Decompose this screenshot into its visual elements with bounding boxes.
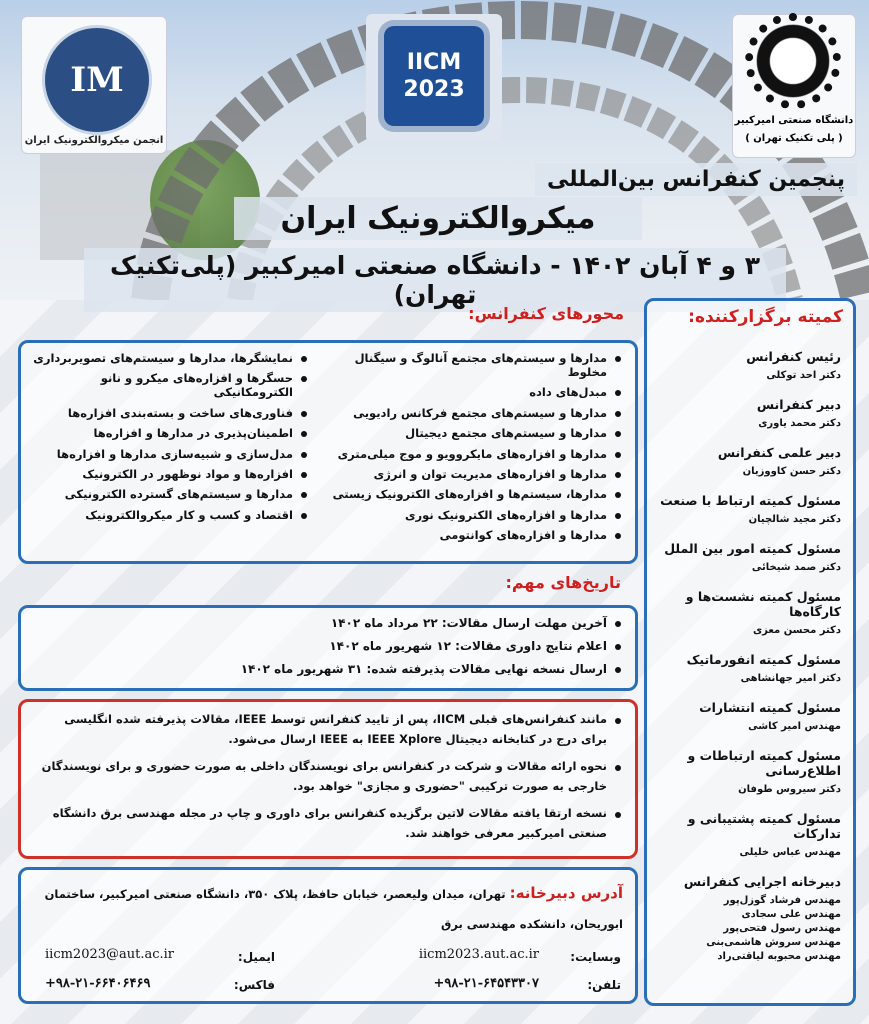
phone-number: +۹۸-۲۱-۶۴۵۴۳۳۰۷ [433, 976, 539, 991]
member-role: دبیر علمی کنفرانس [717, 445, 841, 460]
topic-item: فناوری‌های ساخت و بسته‌بندی افزاره‌ها [29, 406, 309, 420]
member-role: رئیس کنفرانس [746, 349, 841, 364]
iam-logo [21, 16, 167, 154]
chip-icon [384, 26, 484, 126]
website-link[interactable]: iicm2023.aut.ac.ir [418, 947, 539, 962]
conference-date-venue: ۳ و ۴ آبان ۱۴۰۲ - دانشگاه صنعتی امیرکبیر (پلی‌تکنیک تهران) [84, 248, 786, 312]
committee-panel [644, 298, 856, 1006]
committee-member [653, 397, 841, 429]
topic-item: حسگرها و افزاره‌های میکرو و نانو الکترومکانیکی [29, 371, 309, 399]
committee-member [653, 541, 841, 573]
member-role: مسئول کمیته انتشارات [699, 700, 841, 715]
secretariat-member: مهندس محبوبه لیاقتی‌راد [717, 951, 841, 962]
topic-item: مدل‌سازی و شبیه‌سازی مدارها و افزاره‌ها [29, 447, 309, 461]
secretariat-group [653, 874, 841, 962]
conference-name: میکروالکترونیک ایران [234, 197, 642, 240]
committee-list [653, 349, 841, 978]
member-name: دکتر محمد یاوری [758, 418, 841, 429]
member-role: دبیر کنفرانس [756, 397, 841, 412]
member-role: مسئول کمیته انفورماتیک [686, 652, 841, 667]
notes-list [35, 710, 623, 851]
topics-column-1 [323, 351, 623, 549]
topics-panel [18, 340, 638, 564]
note-item: نحوه ارائه مقالات و شرکت در کنفرانس برای نویسندگان داخلی به صورت حضوری و برای نویسندگان خارجی به صورت ترکیبی "حضوری و مجازی" خواهد بود. [35, 757, 623, 796]
member-role: مسئول کمیته ارتباطات و اطلاع‌رسانی [687, 748, 841, 778]
topic-item: مدارها و افزاره‌های الکترونیک نوری [323, 508, 623, 522]
date-item: آخرین مهلت ارسال مقالات: ۲۲ مرداد ماه ۱۴۰۲ [241, 616, 623, 630]
topic-item: نمایشگرها، مدارها و سیستم‌های تصویربرداری [29, 351, 309, 365]
topic-item: مدارها و افزاره‌های کوانتومی [323, 528, 623, 542]
member-name: دکتر امیر جهانشاهی [740, 673, 841, 684]
secretariat-member: مهندس فرشاد گوزل‌پور [723, 895, 841, 906]
email-label: ایمیل: [237, 950, 275, 964]
committee-heading: کمیته برگزارکننده: [688, 307, 843, 327]
iam-caption: انجمن میکروالکترونیک ایران [24, 135, 164, 146]
aut-name: دانشگاه صنعتی امیرکبیر [734, 115, 854, 126]
date-item: اعلام نتایج داوری مقالات: ۱۲ شهریور ماه ۱۴۰۲ [241, 639, 623, 653]
dates-list [241, 616, 623, 685]
address-label: آدرس دبیرخانه: [509, 884, 623, 902]
topic-item: مدارها و سیستم‌های مجتمع آنالوگ و سیگنال مخلوط [323, 351, 623, 379]
committee-member [653, 811, 841, 858]
notes-panel [18, 699, 638, 859]
aut-subname: ( پلی تکنیک تهران ) [745, 133, 843, 144]
topic-item: مدارها و افزاره‌های مدیریت توان و انرژی [323, 467, 623, 481]
member-name: دکتر حسن کاووزیان [742, 466, 841, 477]
member-role: مسئول کمیته نشست‌ها و کارگاه‌ها [685, 589, 841, 619]
topic-item: افزاره‌ها و مواد نوظهور در الکترونیک [29, 467, 309, 481]
iicm-title: IICM [406, 49, 462, 75]
topic-item: مدارها و سیستم‌های مجتمع فرکانس رادیویی [323, 406, 623, 420]
member-name: مهندس امیر کاشی [748, 721, 841, 732]
topic-item: اطمینان‌پذیری در مدارها و افزاره‌ها [29, 426, 309, 440]
member-role: مسئول کمیته ارتباط با صنعت [660, 493, 841, 508]
committee-member [653, 652, 841, 684]
member-name: دکتر سیروس طوفان [738, 784, 841, 795]
iam-emblem [42, 25, 152, 135]
website-label: وبسایت: [570, 950, 621, 964]
conference-ordinal-title: پنجمین کنفرانس بین‌المللی [535, 163, 857, 196]
email-link[interactable]: iicm2023@aut.ac.ir [45, 947, 175, 962]
secretariat-member: مهندس رسول فتحی‌پور [723, 923, 841, 934]
fax-label: فاکس: [233, 978, 275, 992]
member-name: دکتر محسن معزی [752, 625, 841, 636]
topic-item: مدارها و سیستم‌های مجتمع دیجیتال [323, 426, 623, 440]
committee-member [653, 445, 841, 477]
aut-logo [732, 14, 856, 158]
member-name: دکتر مجید شالچیان [748, 514, 841, 525]
member-role: مسئول کمیته پشتیبانی و تدارکات [687, 811, 841, 841]
dates-heading: تاریخ‌های مهم: [505, 573, 621, 592]
iicm-logo [366, 14, 502, 142]
topic-item: مدارها و افزاره‌های مایکروویو و موج میلی‌متری [323, 447, 623, 461]
iam-monogram: IM [70, 60, 124, 100]
committee-member [653, 700, 841, 732]
address-block [33, 876, 623, 937]
member-name: دکتر صمد شیخائی [751, 562, 841, 573]
date-item: ارسال نسخه نهایی مقالات پذیرفته شده: ۳۱ شهریور ماه ۱۴۰۲ [241, 662, 623, 676]
note-item: مانند کنفرانس‌های قبلی IICM، پس از تایید کنفرانس توسط IEEE، مقالات پذیرفته شده انگلیسی برای درج در کتابخانه دیجیتال IEEE Xplore به IEEE ارسال می‌شود. [35, 710, 623, 749]
iicm-year: 2023 [403, 77, 465, 102]
topic-item: مبدل‌های داده [323, 385, 623, 399]
topic-item: مدارها، سیستم‌ها و افزاره‌های الکترونیک زیستی [323, 487, 623, 501]
committee-member [653, 589, 841, 636]
committee-member [653, 349, 841, 381]
address-text: تهران، میدان ولیعصر، خیابان حافظ، پلاک ۳۵۰، دانشگاه صنعتی امیرکبیر، ساختمان ابوریحان، دانشکده مهندسی برق [44, 887, 623, 931]
topic-item: اقتصاد و کسب و کار میکروالکترونیک [29, 508, 309, 522]
topics-heading: محورهای کنفرانس: [468, 304, 624, 323]
note-item: نسخه ارتقا یافته مقالات لاتین برگزیده کنفرانس برای داوری و چاپ در مجله مهندسی برق دانشگاه صنعتی امیرکبیر معرفی خواهند شد. [35, 804, 623, 843]
topics-column-2 [29, 351, 309, 528]
secretariat-role: دبیرخانه اجرایی کنفرانس [683, 874, 841, 889]
phone-label: تلفن: [587, 978, 621, 992]
member-name: دکتر احد توکلی [766, 370, 841, 381]
committee-member [653, 493, 841, 525]
topic-item: مدارها و سیستم‌های گسترده الکترونیکی [29, 487, 309, 501]
dates-panel [18, 605, 638, 691]
secretariat-member: مهندس علی سجادی [741, 909, 841, 920]
contact-panel [18, 867, 638, 1004]
member-name: مهندس عباس خلیلی [739, 847, 841, 858]
gear-icon [751, 19, 835, 103]
fax-number: +۹۸-۲۱-۶۶۴۰۶۴۶۹ [45, 976, 151, 991]
member-role: مسئول کمیته امور بین الملل [664, 541, 841, 556]
committee-member [653, 748, 841, 795]
secretariat-member: مهندس سروش هاشمی‌بنی [706, 937, 841, 948]
